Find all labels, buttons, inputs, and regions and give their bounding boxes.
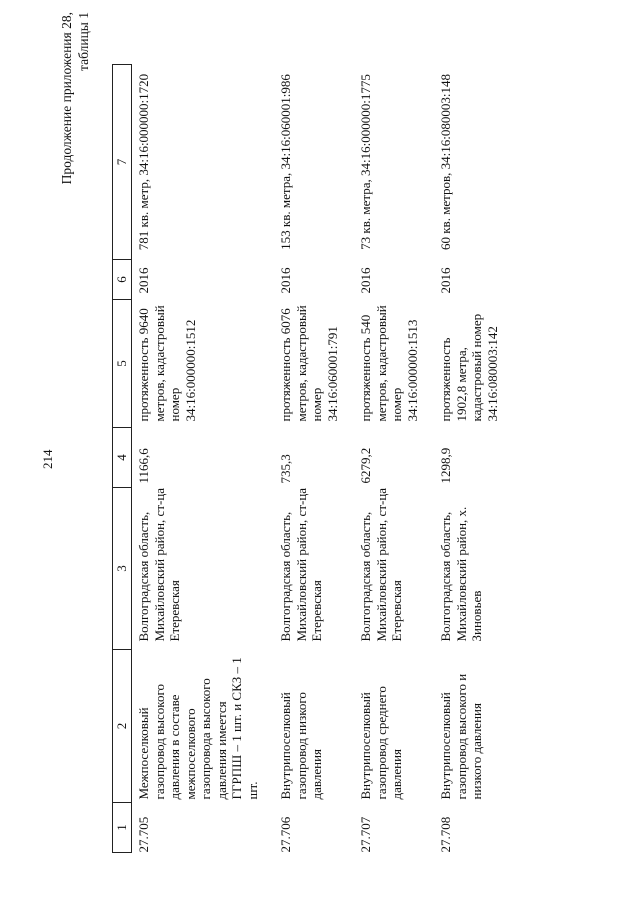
page-number: 214 — [40, 449, 55, 469]
object-characteristics: протяженность 9640 метров, кадастровый номер 34:16:000000:1512 — [136, 305, 198, 422]
object-name: Внутрипоселковый газопровод среднего давления — [358, 686, 404, 800]
table-row — [354, 65, 434, 853]
object-characteristics: протяженность 6076 метров, кадастровый номер 34:16:060001:791 — [278, 305, 340, 422]
object-year: 2016 — [136, 267, 151, 294]
header-cell: 3 — [113, 488, 132, 650]
land-plot: 60 кв. метров, 34:16:080003:148 — [438, 74, 453, 251]
object-value: 1166,6 — [136, 448, 151, 484]
object-year: 2016 — [358, 267, 373, 294]
land-plot: 153 кв. метра, 34:16:060001:986 — [278, 74, 293, 250]
header-cell: 2 — [113, 650, 132, 803]
object-name: Внутрипоселковый газопровод низкого давления — [278, 692, 324, 800]
data-table — [112, 64, 514, 853]
table-row — [434, 65, 514, 853]
continuation-line-1: Продолжение приложения 28, — [59, 12, 74, 185]
object-characteristics: протяженность 540 метров, кадастровый номер 34:16:000000:1513 — [358, 305, 420, 422]
land-plot: 781 кв. метр, 34:16:000000:1720 — [136, 73, 151, 251]
table-row — [132, 65, 275, 853]
row-number: 27.705 — [136, 816, 151, 853]
object-location: Волгоградская область, Михайловский район, ст-ца Етеревская — [278, 487, 324, 642]
object-name: Внутрипоселковый газопровод высокого и низкого давления — [438, 673, 484, 800]
object-characteristics: протяженность 1902,8 метра, кадастровый номер 34:16:080003:142 — [438, 313, 500, 422]
header-cell: 5 — [113, 300, 132, 428]
row-number: 27.707 — [358, 816, 373, 853]
object-location: Волгоградская область, Михайловский район, ст-ца Етеревская — [136, 487, 182, 642]
continuation-heading — [58, 12, 92, 184]
header-row — [113, 65, 132, 853]
header-cell: 4 — [113, 428, 132, 488]
object-location: Волгоградская область, Михайловский район, ст-ца Етеревская — [358, 487, 404, 642]
continuation-line-2: таблицы 1 — [76, 12, 91, 71]
header-cell: 7 — [113, 65, 132, 260]
object-year: 2016 — [278, 267, 293, 294]
row-number: 27.708 — [438, 816, 453, 853]
object-year: 2016 — [438, 267, 453, 294]
header-cell: 6 — [113, 260, 132, 300]
object-name: Межпоселковый газопровод высокого давления в составе межпоселкового газопровода высокого давления имеется ГГРПШ – 1 шт. и СКЗ – 1 шт. — [136, 657, 260, 800]
table-row — [274, 65, 354, 853]
object-value: 735,3 — [278, 454, 293, 484]
object-value: 6279,2 — [358, 447, 373, 484]
header-cell: 1 — [113, 803, 132, 853]
object-value: 1298,9 — [438, 447, 453, 484]
object-location: Волгоградская область, Михайловский район, х. Зиновьев — [438, 506, 484, 642]
row-number: 27.706 — [278, 816, 293, 853]
land-plot: 73 кв. метра, 34:16:000000:1775 — [358, 74, 373, 250]
